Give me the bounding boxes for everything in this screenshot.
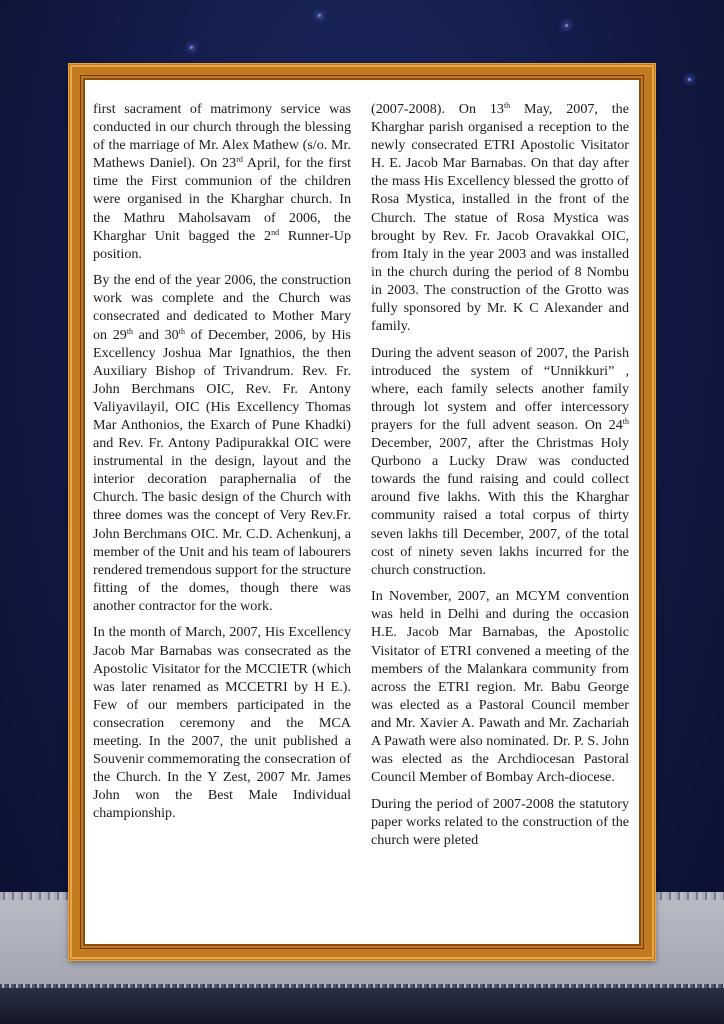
paragraph: By the end of the year 2006, the construction work was complete and the Church was consecrated and dedicated to Mother Mary on 29th and 30th of December, 2006, by His Excellency Joshua Mar Ignathios, the then Auxiliary Bishop of Trivandrum. Rev. Fr. John Berchmans OIC, Rev. Fr. Antony Valiyavilayil, OIC (His Excellency Thomas Mar Anthonios, the Exarch of Pune Khadki) and Rev. Fr. Antony Padipurakkal OIC were instrumental in the design, layout and the interior decoration paraphernalia of the Church. The basic design of the Church with three domes was the concept of Very Rev.Fr. John Berchmans OIC. Mr. C.D. Achenkunj, a member of the Unit and his team of labourers rendered tremendous support for the structure fitting of the domes, though there was another contractor for the work.	[93, 272, 351, 614]
footer-band	[0, 988, 724, 1024]
paragraph: first sacrament of matrimony service was conducted in our church through the blessing of the marriage of Mr. Alex Mathew (s/o. Mr. Mathews Daniel). On 23rd April, for the first time the First communion of the children were organised in the Kharghar church. In the Mathru Maholsavam of 2006, the Kharghar Unit bagged the 2nd Runner-Up position.	[93, 101, 351, 262]
left-column	[93, 100, 351, 831]
star-decoration	[190, 46, 193, 49]
paragraph: During the period of 2007-2008 the statutory paper works related to the construction of the church were pleted	[371, 795, 629, 848]
right-column	[371, 100, 629, 857]
star-decoration	[318, 14, 321, 17]
star-decoration	[688, 78, 691, 81]
star-decoration	[565, 24, 568, 27]
paragraph: (2007-2008). On 13th May, 2007, the Kharghar parish organised a reception to the newly consecrated ETRI Apostolic Visitator H. E. Jacob Mar Barnabas. On that day after the mass His Excellency blessed the grotto of Rosa Mystica, installed in the front of the Church. The statue of Rosa Mystica was brought by Rev. Fr. Jacob Oravakkal OIC, from Italy in the year 2003 and was installed in the church during the period of 8 Nombu in 2003. The construction of the Grotto was fully sponsored by Mr. K C Alexander and family.	[371, 101, 629, 335]
paragraph: In the month of March, 2007, His Excellency Jacob Mar Barnabas was consecrated as the Apostolic Visitator for the MCCIETR (which was later renamed as MCCETRI by H E.). Few of our members participated in the consecration ceremony and the MCA meeting. In the 2007, the unit published a Souvenir commemorating the consecration of the Church. In the Y Zest, 2007 Mr. James John won the Best Male Individual championship.	[93, 624, 351, 822]
paragraph: During the advent season of 2007, the Parish introduced the system of “Unnikkuri” , where, each family selects another family through lot system and offer intercessory prayers for the full advent season. On 24th December, 2007, after the Christmas Holy Qurbono a Lucky Draw was conducted towards the fund raising and could collect around five lakhs. With this the Kharghar community raised a total corpus of thirty seven lakhs till December, 2007, of the total cost of ninety seven lakhs incurred for the church construction.	[371, 344, 629, 578]
paragraph: In November, 2007, an MCYM convention was held in Delhi and during the occasion H.E. Jacob Mar Barnabas, the Apostolic Visitator of ETRI convened a meeting of the members of the Malankara community from across the ETRI region. Mr. Babu George was elected as a Pastoral Council member and Mr. Xavier A. Pawath and Mr. Zachariah A Pawath were also nominated. Dr. P. S. John was elected as the Archdiocesan Pastoral Council Member of Bombay Arch-diocese.	[371, 588, 629, 786]
